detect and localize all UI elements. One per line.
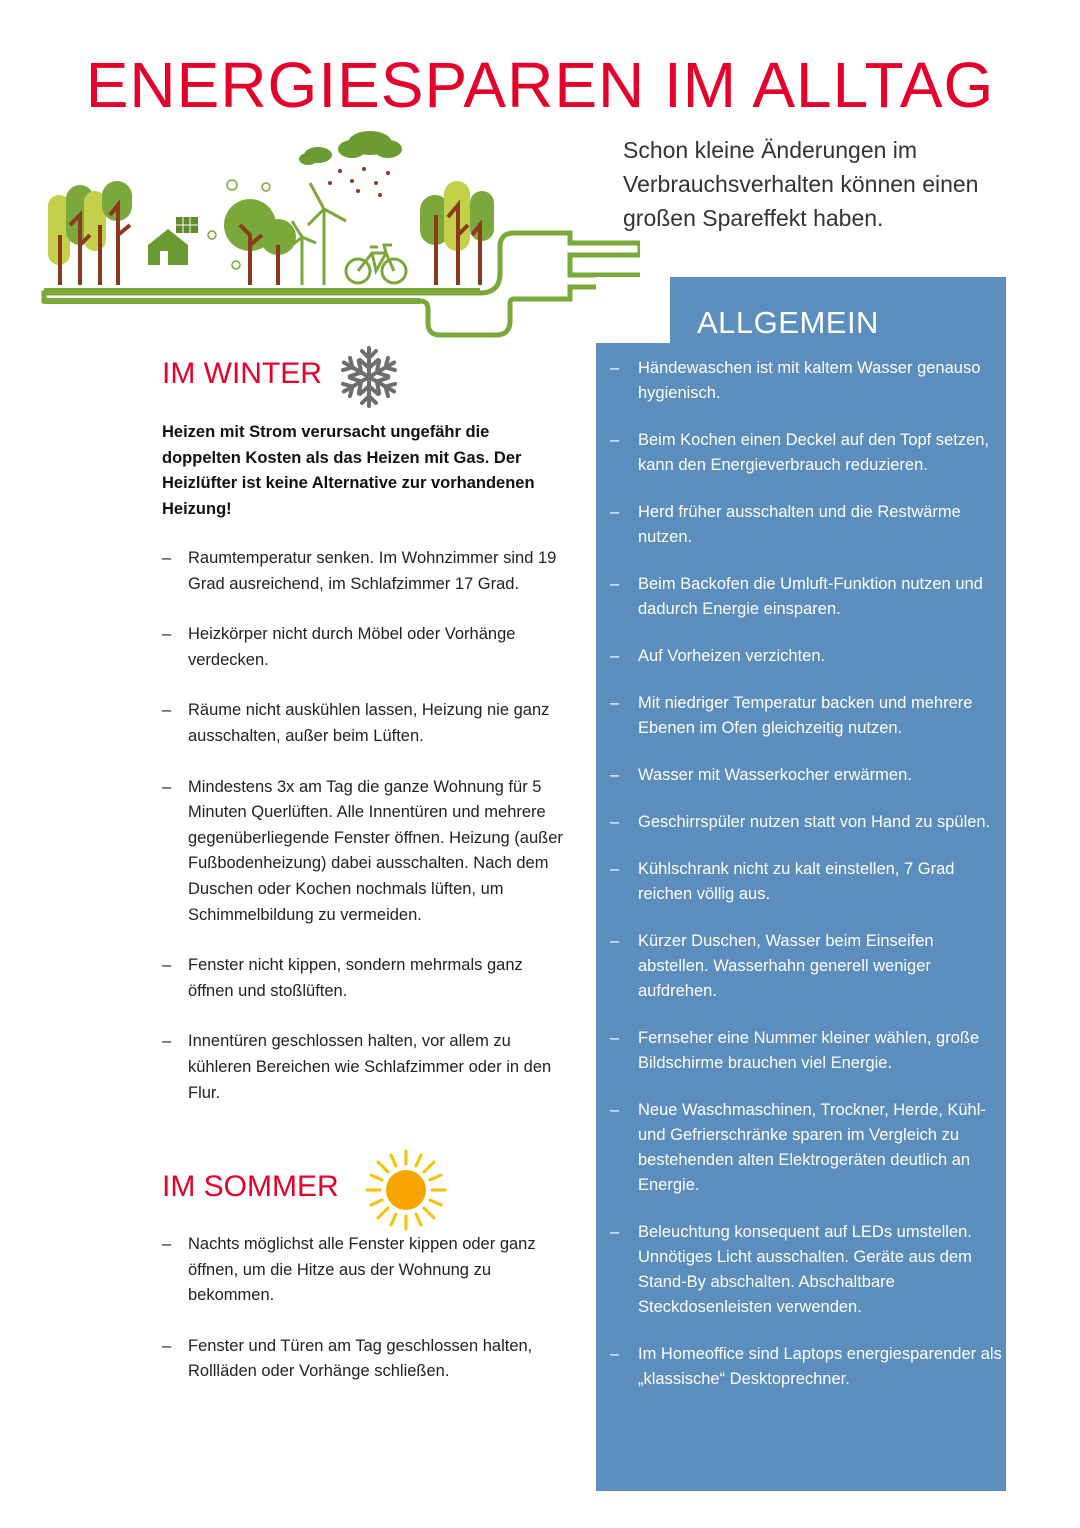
general-item-text: Im Homeoffice sind Laptops energiesparender als „klassische“ Desktoprechner. (638, 1345, 1002, 1388)
dash-bullet: – (610, 1029, 620, 1047)
dash-bullet: – (610, 694, 620, 712)
list-item (160, 775, 570, 929)
dash-bullet: – (610, 813, 620, 831)
general-item-text: Kühlschrank nicht zu kalt einstellen, 7 Grad reichen völlig aus. (638, 860, 955, 903)
list-item (160, 622, 570, 673)
winter-item-text: Mindestens 3x am Tag die ganze Wohnung für 5 Minuten Querlüften. Alle Innentüren und mehrere gegenüberliegende Fenster öffnen. Heizung (außer Fußbodenheizung) dabei ausschalten. Nach dem Duschen oder Kochen nochmals lüften, um Schimmelbildung zu vermeiden. (188, 777, 563, 924)
list-item (608, 1342, 1003, 1392)
dash-bullet: – (162, 777, 172, 796)
eco-city-plug-illustration (40, 125, 640, 365)
winter-item-text: Raumtemperatur senken. Im Wohnzimmer sind 19 Grad ausreichend, im Schlafzimmer 17 Grad. (188, 549, 557, 593)
general-item-text: Händewaschen ist mit kaltem Wasser genauso hygienisch. (638, 359, 981, 402)
list-item (608, 428, 1003, 478)
page-title: ENERGIESPAREN IM ALLTAG (85, 49, 995, 121)
snowflake-icon (337, 344, 401, 410)
dash-bullet: – (610, 766, 620, 784)
list-item (608, 500, 1003, 550)
list-item (160, 1232, 570, 1309)
list-item (608, 857, 1003, 907)
general-item-text: Geschirrspüler nutzen statt von Hand zu spülen. (638, 813, 991, 831)
general-item-text: Auf Vorheizen verzichten. (638, 647, 826, 665)
winter-item-text: Räume nicht auskühlen lassen, Heizung nie ganz ausschalten, außer beim Lüften. (188, 701, 550, 745)
list-item (608, 356, 1003, 406)
dash-bullet: – (610, 860, 620, 878)
winter-item-text: Fenster nicht kippen, sondern mehrmals ganz öffnen und stoßlüften. (188, 956, 523, 1000)
dash-bullet: – (162, 625, 172, 644)
winter-heading: IM WINTER (162, 357, 322, 390)
list-item (608, 644, 1003, 669)
general-item-text: Beim Kochen einen Deckel auf den Topf setzen, kann den Energieverbrauch reduzieren. (638, 431, 990, 474)
panel-notch (596, 277, 670, 343)
list-item (160, 1029, 570, 1106)
dash-bullet: – (610, 1223, 620, 1241)
general-item-text: Beim Backofen die Umluft-Funktion nutzen und dadurch Energie einsparen. (638, 575, 983, 618)
general-item-text: Wasser mit Wasserkocher erwärmen. (638, 766, 912, 784)
list-item (608, 572, 1003, 622)
general-item-text: Herd früher ausschalten und die Restwärme nutzen. (638, 503, 961, 546)
dash-bullet: – (610, 932, 620, 950)
dash-bullet: – (162, 1336, 172, 1355)
summer-item-text: Nachts möglichst alle Fenster kippen oder ganz öffnen, um die Hitze aus der Wohnung zu bekommen. (188, 1235, 536, 1305)
dash-bullet: – (162, 701, 172, 720)
general-heading: ALLGEMEIN (697, 305, 879, 340)
sun-icon (364, 1148, 448, 1232)
general-item-text: Neue Waschmaschinen, Trockner, Herde, Kühl- und Gefrierschränke sparen im Vergleich zu bestehenden alten Elektrogeräten deutlich an Energie. (638, 1101, 986, 1194)
summer-heading: IM SOMMER (162, 1170, 339, 1203)
dash-bullet: – (610, 431, 620, 449)
list-item (160, 953, 570, 1004)
intro-text: Schon kleine Änderungen im Verbrauchsverhalten können einen großen Spareffekt haben. (623, 137, 979, 231)
dash-bullet: – (610, 1345, 620, 1363)
dash-bullet: – (162, 956, 172, 975)
dash-bullet: – (610, 575, 620, 593)
dash-bullet: – (610, 359, 620, 377)
list-item (608, 1220, 1003, 1320)
list-item (608, 691, 1003, 741)
list-item (608, 810, 1003, 835)
general-item-text: Beleuchtung konsequent auf LEDs umstellen. Unnötiges Licht ausschalten. Geräte aus dem Stand-By abschalten. Abschaltbare Steckdosenleisten verwenden. (638, 1223, 972, 1316)
general-item-text: Fernseher eine Nummer kleiner wählen, große Bildschirme brauchen viel Energie. (638, 1029, 980, 1072)
winter-lead: Heizen mit Strom verursacht ungefähr die doppelten Kosten als das Heizen mit Gas. Der Heizlüfter ist keine Alternative zur vorhandenen Heizung! (162, 423, 535, 518)
list-item (608, 763, 1003, 788)
winter-item-text: Innentüren geschlossen halten, vor allem zu kühleren Bereichen wie Schlafzimmer oder in den Flur. (188, 1032, 552, 1102)
list-item (608, 1098, 1003, 1198)
list-item (608, 1026, 1003, 1076)
dash-bullet: – (162, 549, 172, 567)
dash-bullet: – (162, 1032, 172, 1051)
summer-item-text: Fenster und Türen am Tag geschlossen halten, Rollläden oder Vorhänge schließen. (188, 1336, 533, 1381)
dash-bullet: – (610, 647, 620, 665)
list-item (160, 1334, 570, 1385)
dash-bullet: – (610, 503, 620, 521)
general-item-text: Mit niedriger Temperatur backen und mehrere Ebenen im Ofen gleichzeitig nutzen. (638, 694, 973, 737)
list-item (608, 929, 1003, 1004)
winter-item-text: Heizkörper nicht durch Möbel oder Vorhänge verdecken. (188, 625, 516, 669)
general-item-text: Kürzer Duschen, Wasser beim Einseifen abstellen. Wasserhahn generell weniger aufdrehen. (638, 932, 934, 1000)
dash-bullet: – (610, 1101, 620, 1119)
dash-bullet: – (162, 1235, 172, 1253)
general-list (608, 356, 1003, 1414)
list-item (160, 698, 570, 749)
list-item (160, 546, 570, 597)
summer-list (160, 1232, 570, 1410)
winter-list (160, 546, 570, 1131)
